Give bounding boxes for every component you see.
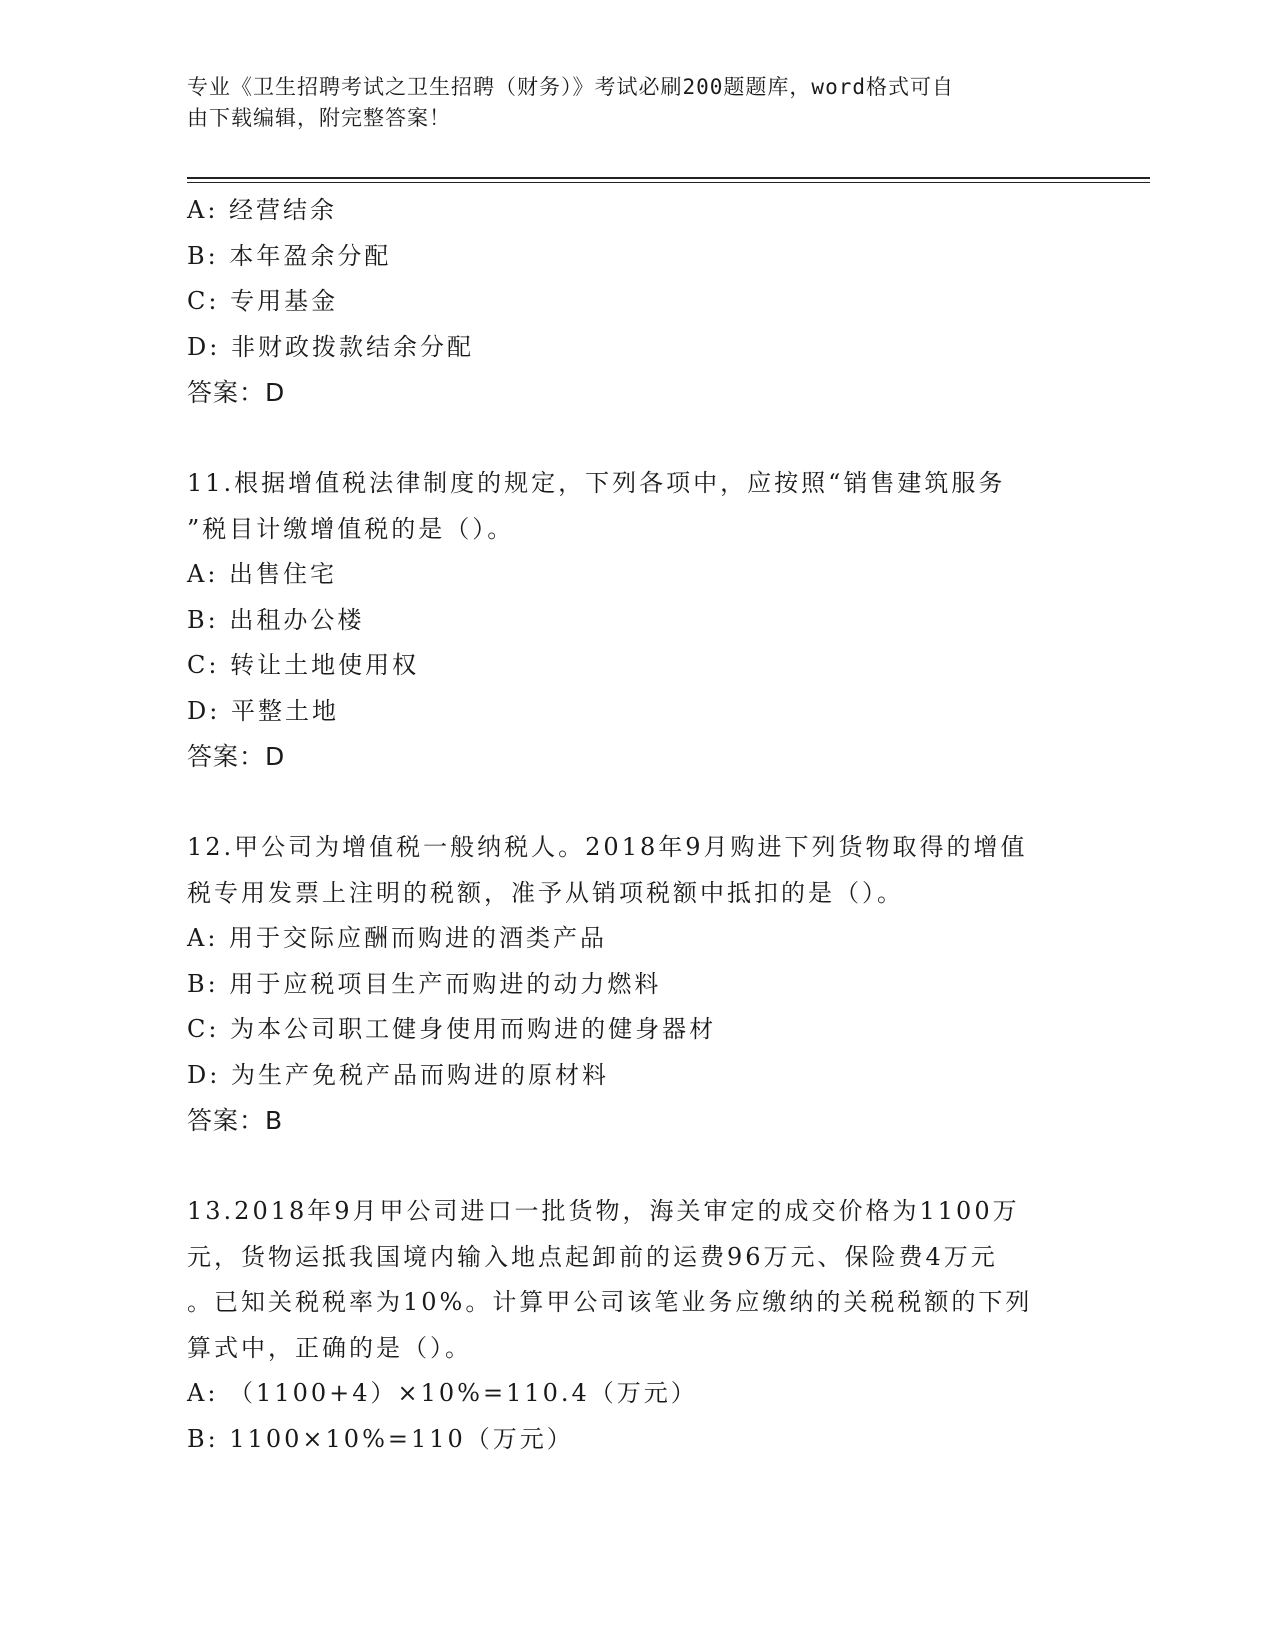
option-d: D: 为生产免税产品而购进的原材料 [187,1060,609,1089]
question-12 [187,825,1087,1144]
option-d: D: 非财政拨款结余分配 [187,332,474,361]
question-stem-line: 。已知关税税率为10%。计算甲公司该笔业务应缴纳的关税税额的下列 [187,1288,1033,1316]
option-c: C: 专用基金 [187,287,339,315]
question-stem [187,1189,1087,1371]
header-divider-thin [187,182,1150,183]
question-stem-line: 算式中，正确的是（）。 [187,1333,472,1362]
spacer [187,416,1087,462]
question-11 [187,461,1087,780]
question-stem-line: 13.2018年9月甲公司进口一批货物，海关审定的成交价格为1100万 [187,1197,1020,1225]
option-a: A: 经营结余 [187,196,338,224]
option-c: C: 为本公司职工健身使用而购进的健身器材 [187,1015,717,1043]
question-stem-line: 12.甲公司为增值税一般纳税人。2018年9月购进下列货物取得的增值 [187,833,1028,861]
question-stem-line: 税专用发票上注明的税额，准予从销项税额中抵扣的是（）。 [187,878,904,907]
question-13 [187,1189,1087,1462]
header-line-2: 由下载编辑，附完整答案！ [187,106,451,130]
header-divider-thick [187,177,1150,179]
option-a: A: （1100+4）×10%=110.4（万元） [187,1379,698,1407]
question-stem-line: 元，货物运抵我国境内输入地点起卸前的运费96万元、保险费4万元 [187,1242,998,1271]
answer: 答案：B [187,1106,284,1135]
option-b: B: 用于应税项目生产而购进的动力燃料 [187,969,662,998]
document-header [187,72,1067,134]
option-b: B: 1100×10%=110（万元） [187,1424,574,1453]
option-c: C: 转让土地使用权 [187,651,420,679]
answer: 答案：D [187,742,286,771]
header-line-1: 专业《卫生招聘考试之卫生招聘（财务）》考试必刷200题题库，word格式可自 [187,75,954,99]
spacer [187,1144,1087,1190]
question-10-tail [187,188,1087,416]
question-list [187,188,1087,1462]
question-stem-line: 11.根据增值税法律制度的规定，下列各项中，应按照“销售建筑服务 [187,469,1006,497]
answer: 答案：D [187,378,286,407]
spacer [187,780,1087,826]
question-stem [187,461,1087,552]
option-b: B: 出租办公楼 [187,605,365,634]
question-stem [187,825,1087,916]
option-d: D: 平整土地 [187,696,339,725]
option-a: A: 出售住宅 [187,560,338,588]
option-a: A: 用于交际应酬而购进的酒类产品 [187,924,608,952]
question-stem-line: ”税目计缴增值税的是（）。 [187,514,515,543]
option-b: B: 本年盈余分配 [187,241,392,270]
